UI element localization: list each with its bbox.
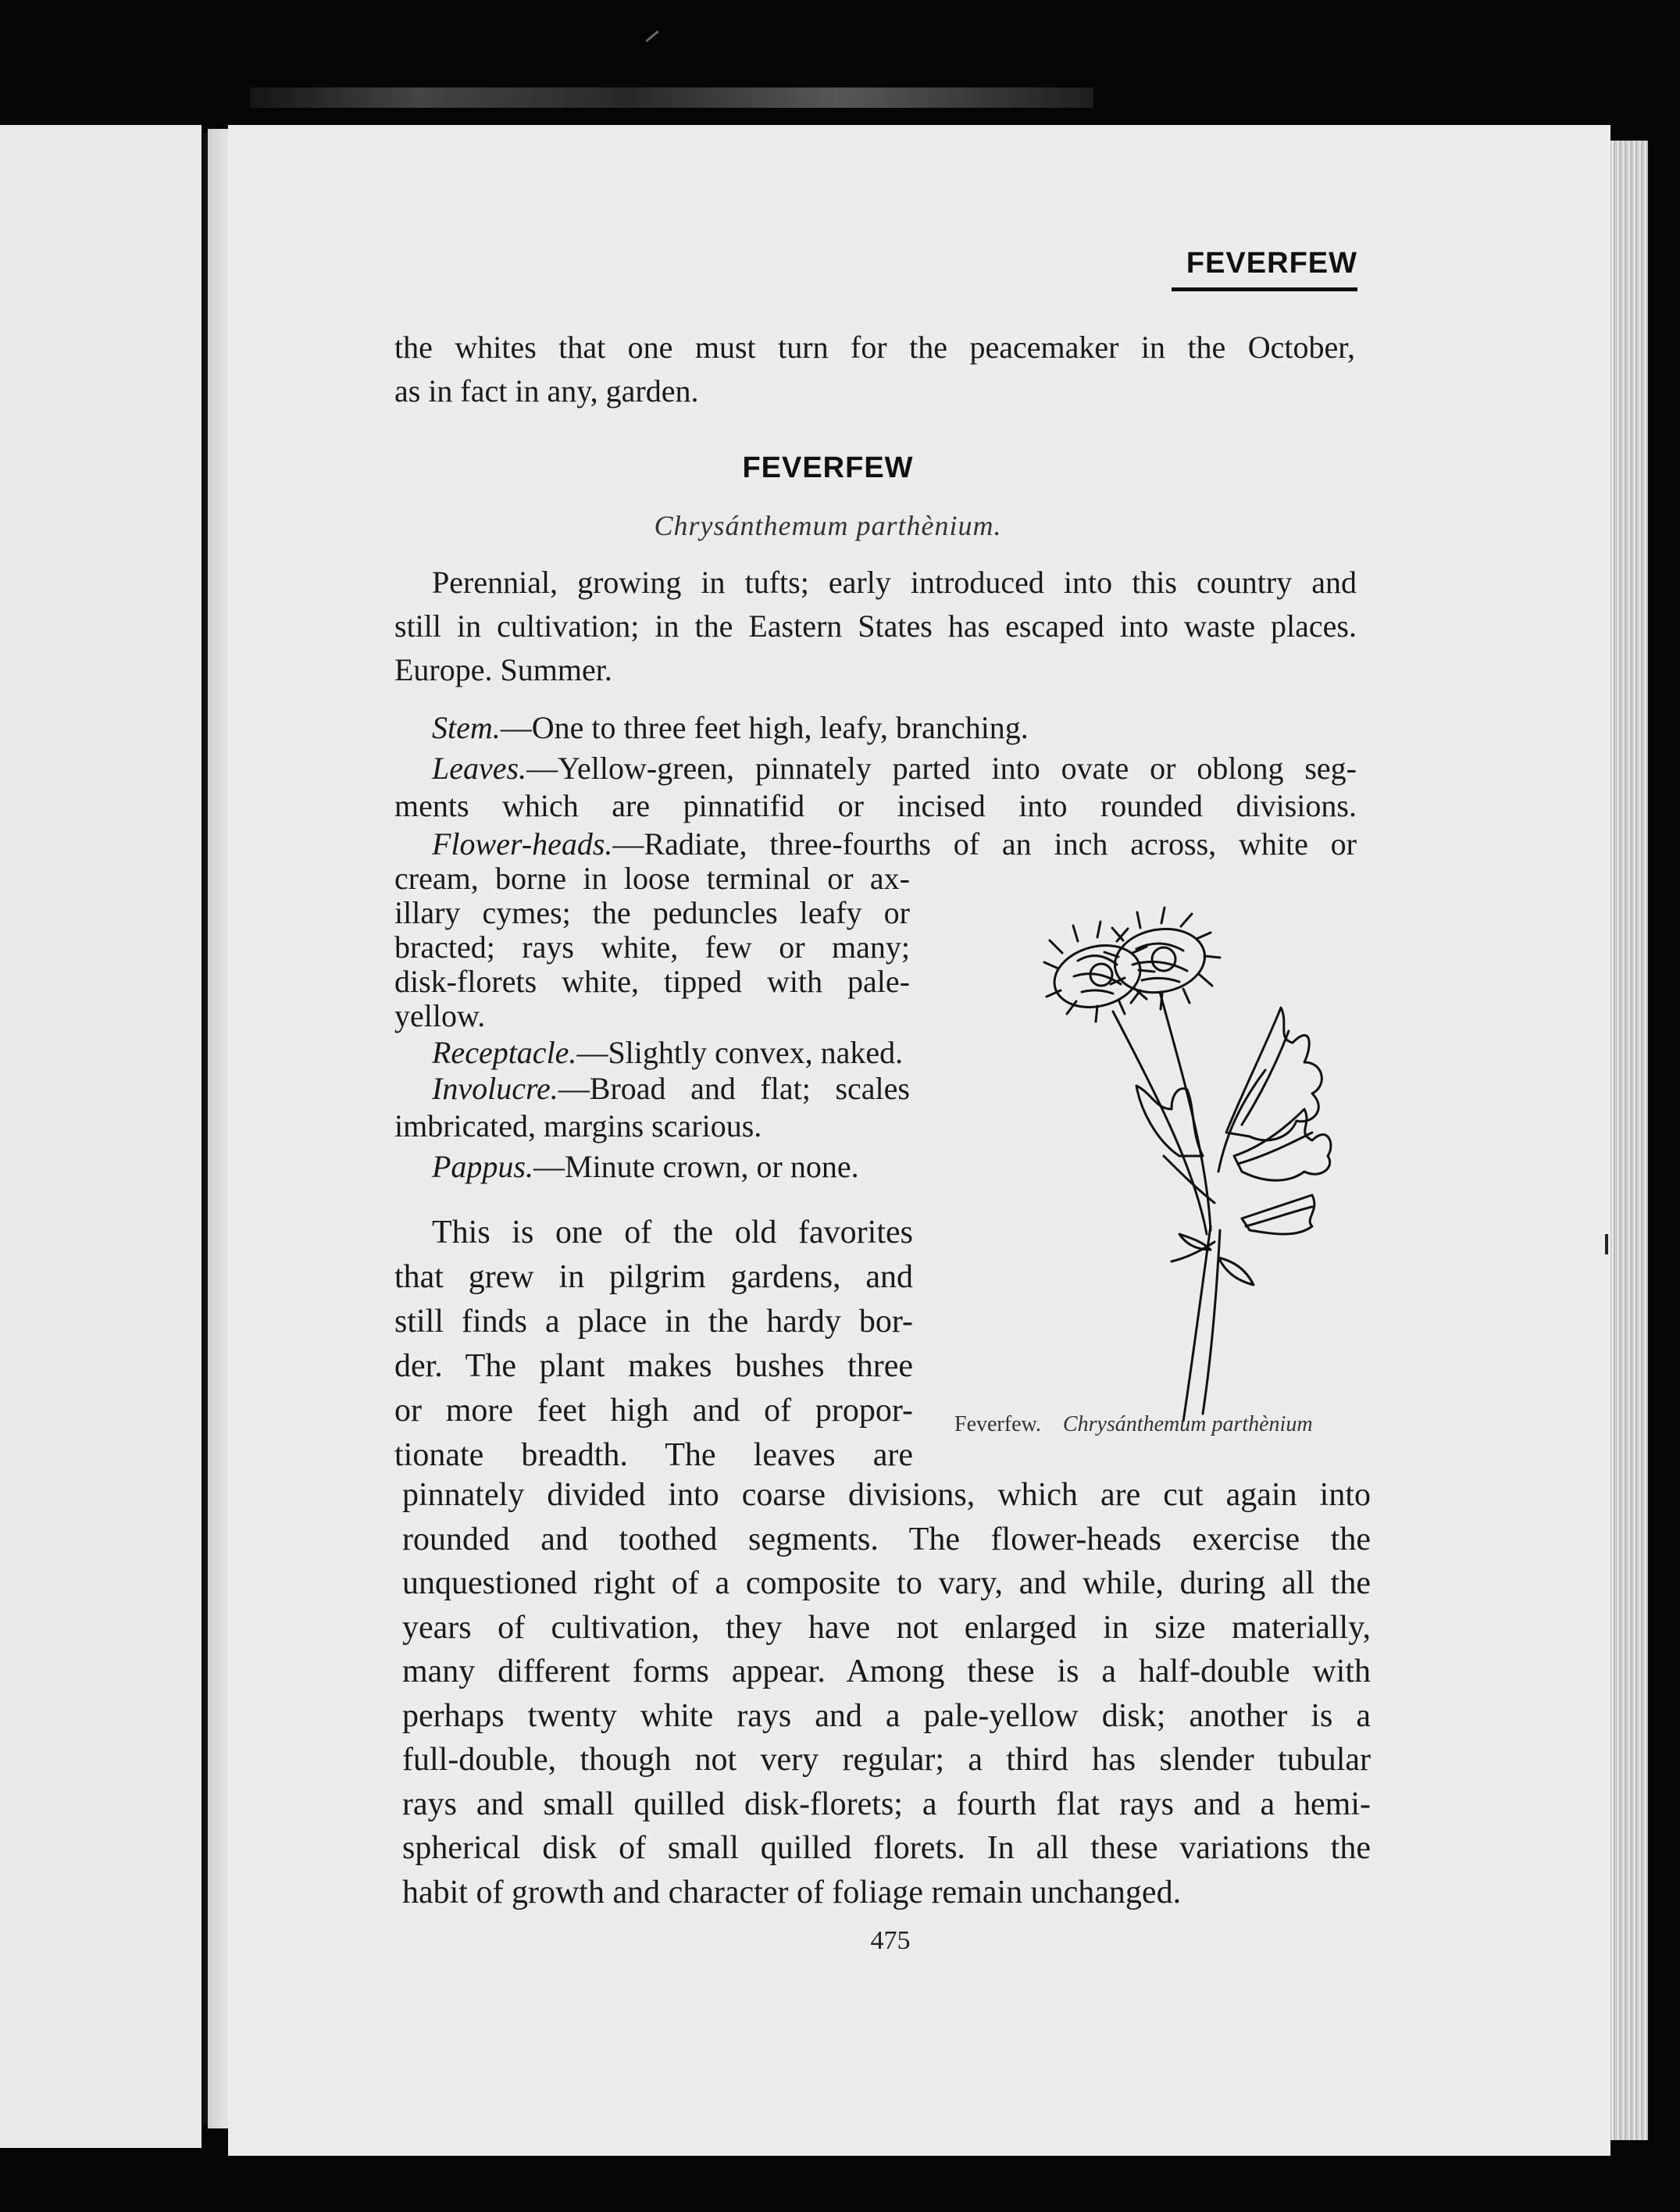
running-head: FEVERFEW xyxy=(1186,247,1357,280)
description-block xyxy=(394,561,1357,692)
feverfew-illustration xyxy=(945,875,1351,1422)
entry-line xyxy=(394,750,1357,787)
entry-line xyxy=(394,1070,910,1108)
body-line: or more feet high and of propor- xyxy=(394,1393,913,1429)
branch-stem xyxy=(1164,1156,1215,1203)
caption-latin-name: Chrysánthemum parthènium xyxy=(1062,1412,1313,1436)
body-line: rounded and toothed segments. The flower-heads exercise the xyxy=(402,1521,1371,1557)
text-line: Europe. Summer. xyxy=(394,652,612,687)
page-number: 475 xyxy=(870,1926,911,1955)
pappus-entry xyxy=(432,1145,859,1189)
flower-head xyxy=(1104,908,1220,1009)
body-line: unquestioned right of a composite to vary, and while, during all the xyxy=(402,1565,1371,1601)
stem-entry xyxy=(432,706,1029,750)
text-line: the whites that one must turn for the peacemaker in the October, xyxy=(394,330,1355,365)
body-line: spherical disk of small quilled florets. In all these variations the xyxy=(402,1830,1371,1866)
entry-label: Flower-heads. xyxy=(432,826,613,862)
body-line: many different forms appear. Among these is a half-double with xyxy=(402,1654,1371,1689)
section-title: FEVERFEW xyxy=(742,451,914,484)
entry-line: illary cymes; the peduncles leafy or xyxy=(394,895,910,930)
entry-line: disk-florets white, tipped with pale- xyxy=(394,964,910,999)
receptacle-entry xyxy=(432,1031,903,1075)
text-line: as in fact in any, garden. xyxy=(394,373,699,409)
entry-label: Involucre. xyxy=(432,1071,558,1106)
caption-common-name: Feverfew. xyxy=(954,1412,1041,1436)
figure-caption xyxy=(954,1412,1376,1437)
text-line: Perennial, growing in tufts; early introduced into this country and xyxy=(432,565,1357,600)
leaf xyxy=(1218,1258,1254,1285)
entry-line: bracted; rays white, few or many; xyxy=(394,929,910,965)
entry-line xyxy=(394,822,1357,866)
scan-artifact xyxy=(645,30,658,42)
entry-label: Pappus. xyxy=(432,1149,533,1184)
flower-heads-entry xyxy=(394,822,1357,866)
latin-name: Chrysánthemum parthènium. xyxy=(654,510,1002,541)
flower-head xyxy=(1044,922,1154,1022)
entry-label: Leaves. xyxy=(432,751,527,786)
scan-mark xyxy=(1605,1234,1608,1254)
body-line: pinnately divided into coarse divisions, which are cut again into xyxy=(402,1477,1371,1513)
body-line: habit of growth and character of foliage remain unchanged. xyxy=(402,1874,1182,1911)
entry-line: imbricated, margins scarious. xyxy=(394,1108,762,1143)
entry-label: Receptacle. xyxy=(432,1035,577,1070)
leaf xyxy=(1136,1086,1203,1156)
entry-text: —One to three feet high, leafy, branching. xyxy=(500,710,1029,745)
body-line: This is one of the old favorites xyxy=(432,1215,913,1250)
entry-text: —Radiate, three-fourths of an inch across, white or xyxy=(612,826,1357,862)
leaf xyxy=(1242,1195,1314,1234)
body-line: der. The plant makes bushes three xyxy=(394,1348,913,1384)
text-line: still in cultivation; in the Eastern States has escaped into waste places. xyxy=(394,608,1357,644)
entry-line: cream, borne in loose terminal or ax- xyxy=(394,861,910,896)
intro-block xyxy=(394,326,1355,413)
body-line: full-double, though not very regular; a third has slender tubular xyxy=(402,1742,1371,1778)
body-line: still finds a place in the hardy bor- xyxy=(394,1304,913,1340)
scan-top-strip xyxy=(250,87,1093,108)
body-line: rays and small quilled disk-florets; a fourth flat rays and a hemi- xyxy=(402,1786,1371,1822)
leaf xyxy=(1234,1109,1331,1180)
body-full-block xyxy=(402,1473,1371,1914)
body-line: that grew in pilgrim gardens, and xyxy=(394,1259,913,1295)
leaves-entry xyxy=(394,750,1357,825)
running-head-rule xyxy=(1172,287,1357,291)
entry-text: —Slightly convex, naked. xyxy=(576,1035,904,1070)
page-stack-edge xyxy=(1610,141,1648,2140)
entry-text: —Broad and flat; scales xyxy=(558,1071,910,1106)
body-line: perhaps twenty white rays and a pale-yellow disk; another is a xyxy=(402,1697,1371,1734)
entry-text: —Minute crown, or none. xyxy=(533,1149,859,1184)
entry-label: Stem. xyxy=(432,710,501,745)
entry-line: ments which are pinnatifid or incised into rounded divisions. xyxy=(394,788,1357,823)
left-page-edge xyxy=(0,125,202,2148)
involucre-entry xyxy=(394,1070,910,1145)
body-narrow-block xyxy=(394,1211,913,1478)
body-line: years of cultivation, they have not enlarged in size materially, xyxy=(402,1609,1371,1646)
flower-heads-continued xyxy=(394,862,910,1033)
entry-text: —Yellow-green, pinnately parted into ovate or oblong seg- xyxy=(526,751,1357,786)
body-line: tionate breadth. The leaves are xyxy=(394,1437,913,1473)
leaf-vein xyxy=(1246,1207,1312,1226)
entry-line: yellow. xyxy=(394,998,486,1033)
